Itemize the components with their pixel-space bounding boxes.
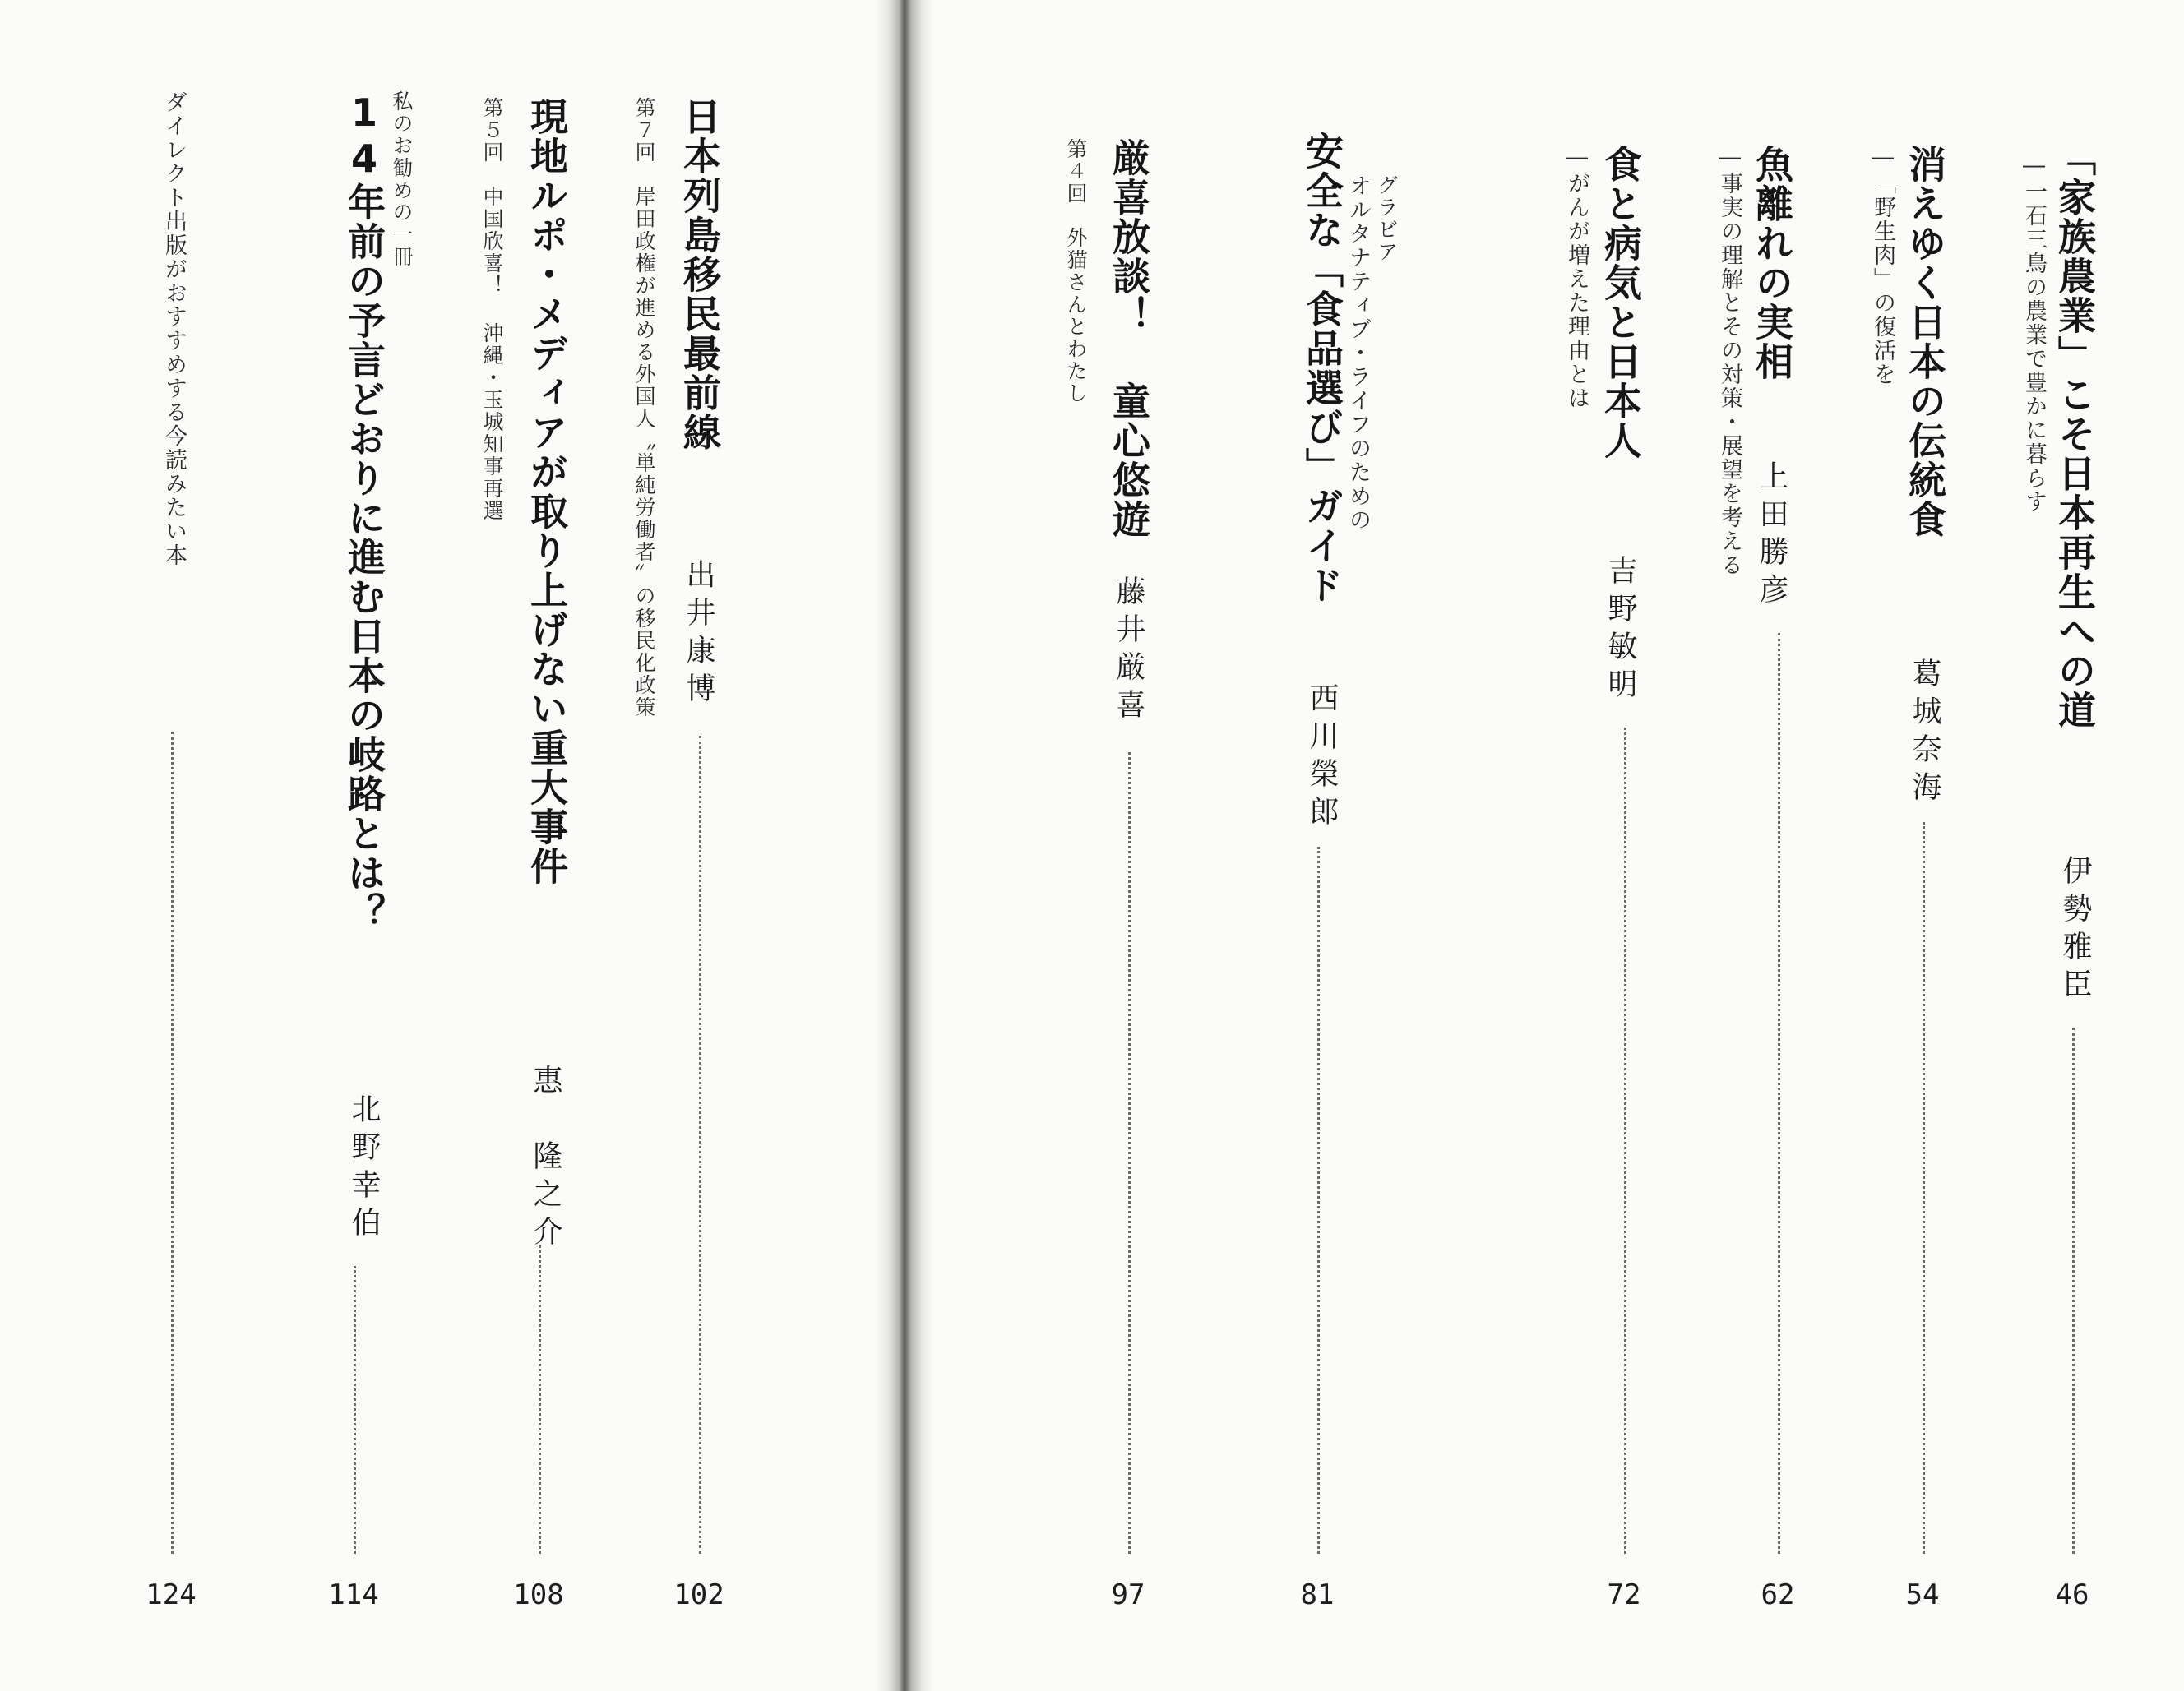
toc-entry-108[interactable] — [469, 0, 584, 1691]
entry-title: ダイレクト出版がおすすめする今読みたい本 — [161, 90, 187, 567]
leader-dots — [1624, 728, 1626, 1554]
leader-dots — [354, 1266, 356, 1554]
entry-title: 14年前の予言どおりに進む日本の岐路とは？ — [342, 90, 386, 932]
entry-author: 吉野敏明 — [1603, 555, 1637, 706]
entry-title: 食と病気と日本人 — [1599, 145, 1643, 460]
entry-author: 北野幸伯 — [347, 1093, 381, 1245]
toc-entry-81[interactable] — [1283, 0, 1414, 1691]
leader-dots — [1778, 633, 1780, 1554]
page-number: 124 — [146, 1578, 197, 1611]
page-number: 54 — [1905, 1578, 1940, 1611]
leader-dots — [171, 732, 174, 1554]
entry-title: 消えゆく日本の伝統食 — [1903, 145, 1947, 539]
entry-subtitle: ―一石三鳥の農業で豊かに暮らす — [2021, 153, 2047, 514]
entry-subtitle: ―事実の理解とその対策・展望を考える — [1717, 145, 1742, 577]
leader-dots — [699, 736, 701, 1554]
entry-title: 日本列島移民最前線 — [678, 97, 722, 452]
toc-entry-72[interactable] — [1554, 0, 1661, 1691]
toc-entry-54[interactable] — [1862, 0, 1969, 1691]
leader-dots — [539, 1245, 541, 1554]
entry-author: 惠 隆之介 — [529, 1065, 562, 1254]
page-number: 108 — [513, 1578, 564, 1611]
leader-dots — [1317, 847, 1320, 1554]
toc-entry-114[interactable] — [296, 0, 428, 1691]
entry-kicker-2: オルタナティブ・ライフのための — [1345, 174, 1371, 532]
entry-series: 第５回 中国欣喜！ 沖縄・玉城知事再選 — [480, 97, 504, 522]
toc-entry-102[interactable] — [625, 0, 740, 1691]
toc-entry-46[interactable] — [2015, 0, 2113, 1691]
entry-author: 出井康博 — [682, 559, 715, 710]
page-number: 46 — [2055, 1578, 2089, 1611]
entry-kicker: 私のお勧めの一冊 — [390, 90, 414, 268]
page-number: 81 — [1300, 1578, 1335, 1611]
leader-dots — [1923, 822, 1925, 1554]
entry-series: 第４回 外猫さんとわたし — [1064, 138, 1088, 404]
entry-subtitle: ―がんが増えた理由とは — [1564, 145, 1589, 410]
toc-entry-62[interactable] — [1708, 0, 1815, 1691]
entry-title: 「家族農業」こそ日本再生への道 — [2052, 138, 2097, 730]
entry-subtitle: ―「野生肉」の復活を — [1870, 145, 1895, 386]
page-number: 114 — [328, 1578, 379, 1611]
page-number: 102 — [673, 1578, 724, 1611]
entry-series: 第７回 岸田政権が進める外国人〝単純労働者〟の移民化政策 — [632, 97, 656, 718]
entry-author: 西川榮郎 — [1305, 682, 1339, 834]
toc-entry-97[interactable] — [1061, 0, 1176, 1691]
leader-dots — [2072, 1028, 2075, 1554]
entry-title: 厳喜放談！ 童心悠遊 — [1107, 138, 1151, 539]
book-gutter — [876, 0, 933, 1691]
page-number: 72 — [1607, 1578, 1641, 1611]
entry-title: 魚離れの実相 — [1750, 145, 1794, 381]
entry-author: 葛城奈海 — [1908, 658, 1941, 809]
entry-author: 上田勝彦 — [1755, 460, 1788, 612]
entry-author: 藤井厳喜 — [1112, 575, 1145, 727]
toc-entry-124[interactable] — [132, 0, 230, 1691]
entry-title: 現地ルポ・メディアが取り上げない重大事件 — [525, 97, 569, 886]
page-number: 62 — [1761, 1578, 1795, 1611]
entry-title: 安全な「食品選び」ガイド — [1300, 132, 1344, 605]
leader-dots — [1128, 752, 1131, 1554]
entry-author: 伊勢雅臣 — [2058, 855, 2092, 1006]
page-number: 97 — [1111, 1578, 1145, 1611]
entry-kicker: グラビア — [1375, 174, 1399, 263]
